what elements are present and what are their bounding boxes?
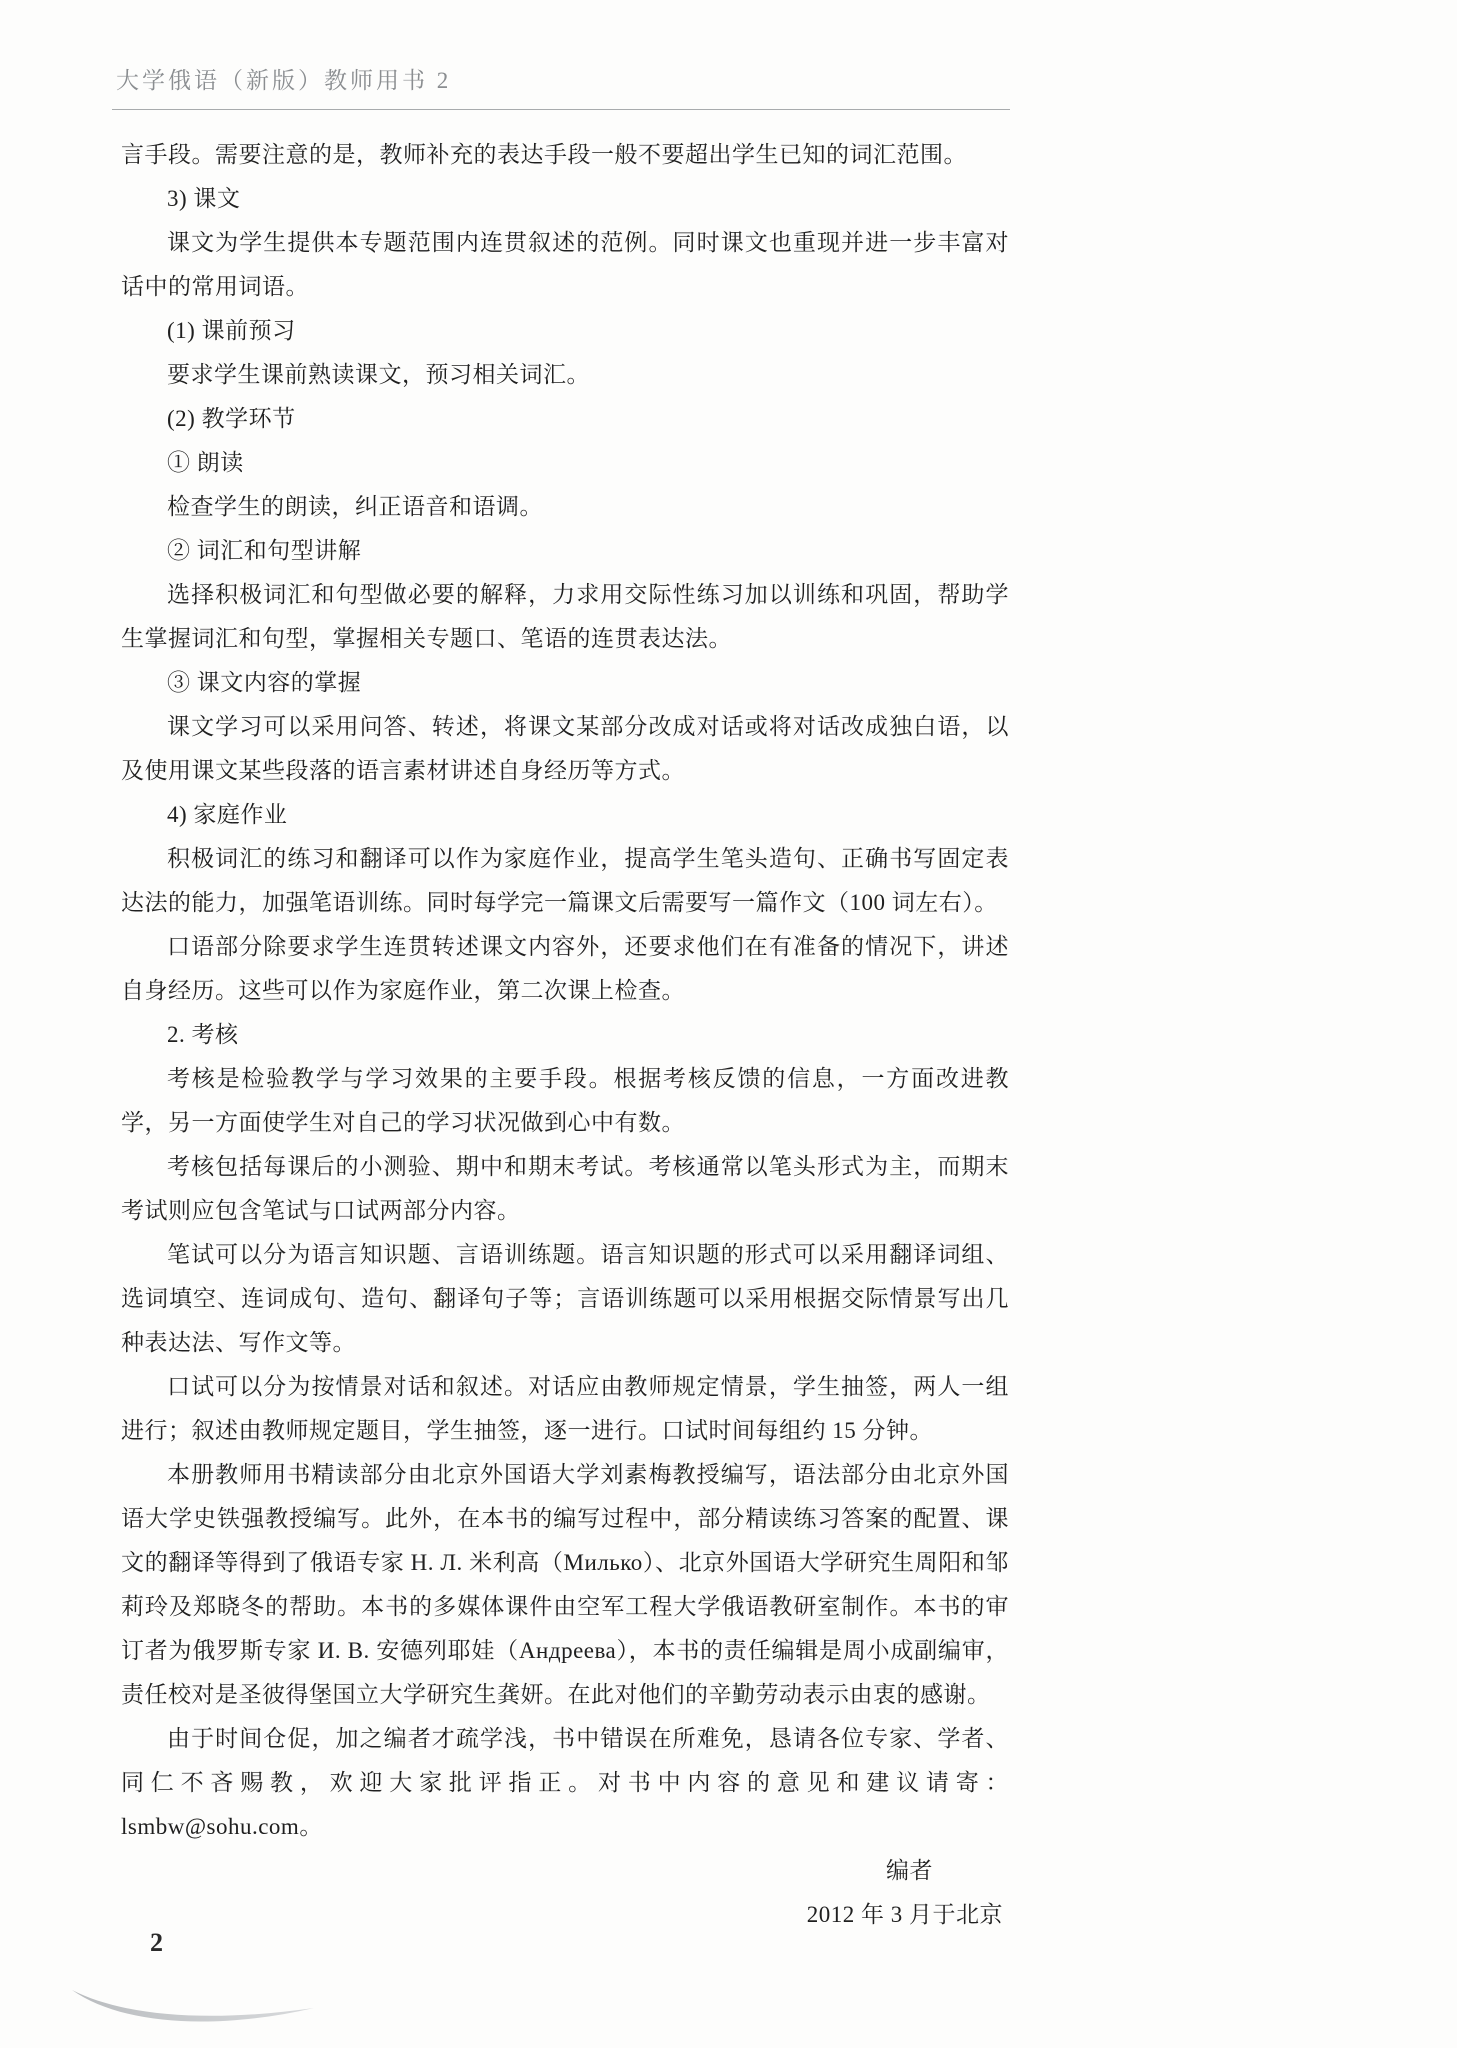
paragraph: 考核是检验教学与学习效果的主要手段。根据考核反馈的信息，一方面改进教学，另一方面使学生对自己的学习状况做到心中有数。 — [121, 1066, 1009, 1135]
section-heading: (1) 课前预习 — [167, 318, 296, 343]
section-heading: 3) 课文 — [167, 186, 241, 211]
paragraph: 积极词汇的练习和翻译可以作为家庭作业，提高学生笔头造句、正确书写固定表达法的能力，加强笔语训练。同时每学完一篇课文后需要写一篇作文（100 词左右）。 — [121, 846, 1009, 915]
paragraph: 检查学生的朗读，纠正语音和语调。 — [167, 494, 543, 519]
paragraph: 本册教师用书精读部分由北京外国语大学刘素梅教授编写，语法部分由北京外国语大学史铁强教授编写。此外，在本书的编写过程中，部分精读练习答案的配置、课文的翻译等得到了俄语专家 Н. Л. 米利高（Милько）、北京外国语大学研究生周阳和邹莉玲及郑晓冬的帮助。本书的多媒体课件由空军工程大学俄语教研室制作。本书的审订者为俄罗斯专家 И. В. 安德列耶娃（Андреева），本书的责任编辑是周小成副编审，责任校对是圣彼得堡国立大学研究生龚妍。在此对他们的辛勤劳动表示由衷的感谢。 — [121, 1462, 1009, 1707]
paragraph: 课文学习可以采用问答、转述，将课文某部分改成对话或将对话改成独白语，以及使用课文某些段落的语言素材讲述自身经历等方式。 — [121, 714, 1009, 783]
section-heading: ② 词汇和句型讲解 — [167, 538, 362, 563]
paragraph: 口试可以分为按情景对话和叙述。对话应由教师规定情景，学生抽签，两人一组进行；叙述由教师规定题目，学生抽签，逐一进行。口试时间每组约 15 分钟。 — [121, 1374, 1009, 1443]
decorative-swoosh-shape — [68, 1982, 318, 2030]
section-heading: ① 朗读 — [167, 450, 244, 475]
page-content — [121, 133, 1009, 1937]
paragraph: 由于时间仓促，加之编者才疏学浅，书中错误在所难免，恳请各位专家、学者、同仁不吝赐教，欢迎大家批评指正。对书中内容的意见和建议请寄：lsmbw@sohu.com。 — [121, 1726, 1009, 1839]
section-heading: 2. 考核 — [167, 1022, 239, 1047]
paragraph: 选择积极词汇和句型做必要的解释，力求用交际性练习加以训练和巩固，帮助学生掌握词汇和句型，掌握相关专题口、笔语的连贯表达法。 — [121, 582, 1009, 651]
paragraph: 课文为学生提供本专题范围内连贯叙述的范例。同时课文也重现并进一步丰富对话中的常用词语。 — [121, 230, 1009, 299]
section-heading: (2) 教学环节 — [167, 406, 296, 431]
paragraph: 笔试可以分为语言知识题、言语训练题。语言知识题的形式可以采用翻译词组、选词填空、连词成句、造句、翻译句子等；言语训练题可以采用根据交际情景写出几种表达法、写作文等。 — [121, 1242, 1009, 1355]
paragraph: 言手段。需要注意的是，教师补充的表达手段一般不要超出学生已知的词汇范围。 — [121, 142, 967, 167]
paragraph: 考核包括每课后的小测验、期中和期末考试。考核通常以笔头形式为主，而期末考试则应包含笔试与口试两部分内容。 — [121, 1154, 1009, 1223]
paragraph: 要求学生课前熟读课文，预习相关词汇。 — [167, 362, 590, 387]
signature-date: 2012 年 3 月于北京 — [806, 1902, 1003, 1927]
signature-author: 编者 — [886, 1858, 933, 1883]
section-heading: 4) 家庭作业 — [167, 802, 288, 827]
paragraph: 口语部分除要求学生连贯转述课文内容外，还要求他们在有准备的情况下，讲述自身经历。这些可以作为家庭作业，第二次课上检查。 — [121, 934, 1009, 1003]
header-rule — [112, 109, 1010, 110]
running-header: 大学俄语（新版）教师用书 2 — [116, 68, 452, 93]
section-heading: ③ 课文内容的掌握 — [167, 670, 362, 695]
page-number: 2 — [150, 1928, 163, 1957]
